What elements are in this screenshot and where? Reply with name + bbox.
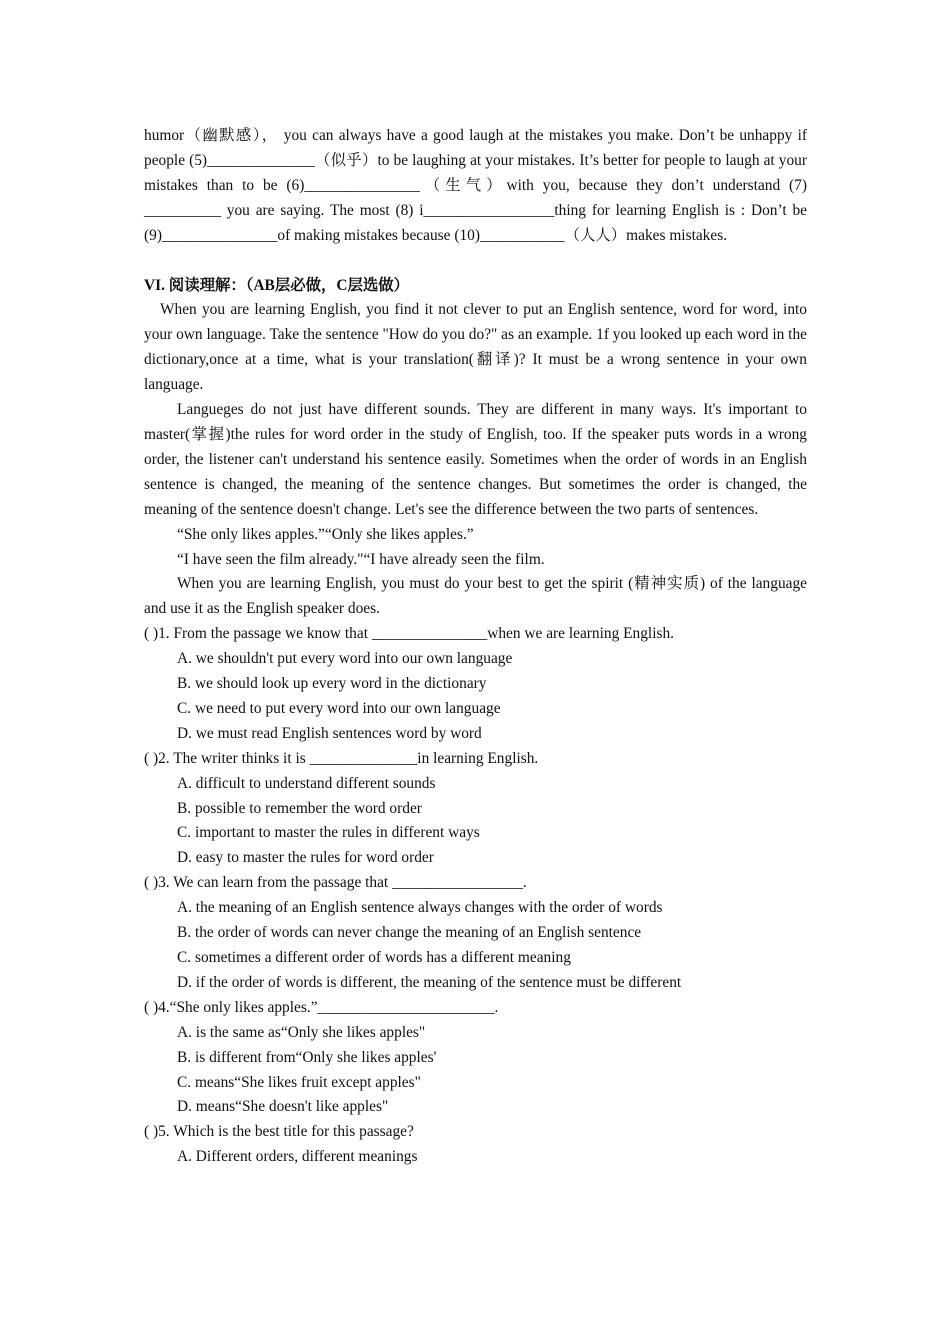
- question-1-option-b: B. we should look up every word in the dictionary: [177, 675, 487, 693]
- question-4-option-b: B. is different from“Only she likes apples': [177, 1048, 437, 1066]
- question-5-stem: ( )5. Which is the best title for this passage?: [144, 1123, 414, 1141]
- example-sentence-2: “I have seen the film already."“I have already seen the film.: [177, 550, 545, 568]
- passage-paragraph-1: When you are learning English, you find it not clever to put an English sentence, word for word, into your own language. Take the sentence "How do you do?" as an example. 1f you looked up each word in the dictionary,once at a time, what is your translation(翻译)? It must be a wrong sentence in your own language.: [144, 301, 807, 394]
- question-4-option-a: A. is the same as“Only she likes apples": [177, 1023, 426, 1041]
- example-sentence-1: “She only likes apples.”“Only she likes apples.”: [177, 525, 474, 543]
- passage-paragraph-3: When you are learning English, you must do your best to get the spirit (精神实质) of the language and use it as the English speaker does.: [144, 575, 807, 618]
- section-title: VI. 阅读理解：（AB层必做，C层选做）: [144, 276, 410, 294]
- question-2-stem: ( )2. The writer thinks it is ______________in learning English.: [144, 749, 539, 767]
- cloze-paragraph: humor（幽默感）， you can always have a good laugh at the mistakes you make. Don’t be unhappy if people (5)______________（似乎）to be laughing at your mistakes. It’s better for people to laugh at your mistakes than to be (6)_______________（生气）with you, because they don’t understand (7) __________ you are saying. The most (8) i_________________thing for learning English is : Don’t be (9)_______________of making mistakes because (10)___________（人人）makes mistakes.: [144, 127, 807, 244]
- question-3-option-d: D. if the order of words is different, the meaning of the sentence must be different: [177, 973, 682, 991]
- question-4-option-d: D. means“She doesn't like apples": [177, 1098, 389, 1116]
- question-1-option-a: A. we shouldn't put every word into our own language: [177, 650, 513, 668]
- question-5-option-a: A. Different orders, different meanings: [177, 1148, 418, 1166]
- question-3-option-c: C. sometimes a different order of words has a different meaning: [177, 949, 571, 966]
- question-3-stem: ( )3. We can learn from the passage that _________________.: [144, 874, 527, 892]
- question-3-option-b: B. the order of words can never change the meaning of an English sentence: [177, 924, 642, 942]
- question-2-option-b: B. possible to remember the word order: [177, 799, 422, 817]
- question-4-stem: ( )4.“She only likes apples.”_______________________.: [144, 998, 499, 1016]
- question-1-stem: ( )1. From the passage we know that _______________when we are learning English.: [144, 625, 675, 643]
- question-2-option-c: C. important to master the rules in different ways: [177, 824, 480, 842]
- question-1-option-c: C. we need to put every word into our own language: [177, 699, 501, 717]
- question-4-option-c: C. means“She likes fruit except apples": [177, 1073, 421, 1091]
- question-1-option-d: D. we must read English sentences word by word: [177, 724, 482, 742]
- question-3-option-a: A. the meaning of an English sentence always changes with the order of words: [177, 899, 663, 917]
- passage-paragraph-2: Langueges do not just have different sounds. They are different in many ways. It's important to master(掌握)the rules for word order in the study of English, too. If the speaker puts words in a wrong order, the listener can't understand his sentence easily. Sometimes when the order of words in an English sentence is changed, the meaning of the sentence changes. But sometimes the order is changed, the meaning of the sentence doesn't change. Let's see the difference between the two parts of sentences.: [144, 401, 807, 518]
- document-page: [144, 124, 807, 1170]
- question-2-option-a: A. difficult to understand different sounds: [177, 774, 436, 792]
- question-2-option-d: D. easy to master the rules for word order: [177, 849, 434, 867]
